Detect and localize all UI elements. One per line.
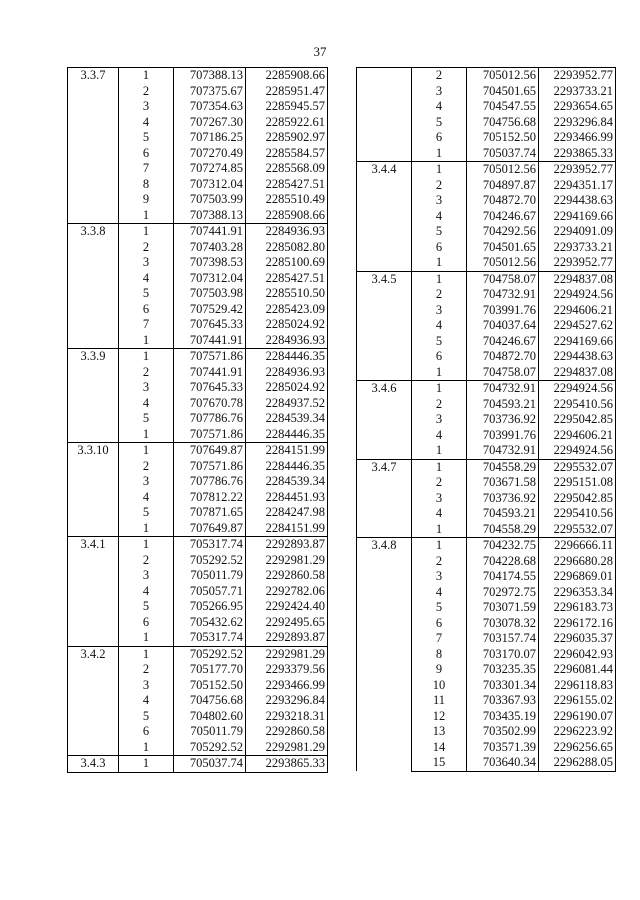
point-number: 2 bbox=[142, 458, 150, 473]
x-coordinate: 703157.74 bbox=[467, 631, 539, 647]
table-row bbox=[357, 68, 616, 84]
x-coordinate: 704802.60 bbox=[174, 709, 246, 725]
x-coordinate: 704558.29 bbox=[467, 459, 539, 475]
y-coordinate: 2284937.52 bbox=[246, 396, 328, 412]
y-coordinate: 2293466.99 bbox=[246, 678, 328, 694]
point-number: 1 bbox=[435, 145, 443, 160]
x-coordinate: 703640.34 bbox=[467, 755, 539, 771]
x-coordinate: 705317.74 bbox=[174, 630, 246, 646]
point-number: 1 bbox=[142, 332, 150, 347]
y-coordinate: 2295532.07 bbox=[539, 522, 616, 538]
page-number: 37 bbox=[313, 44, 327, 59]
y-coordinate: 2294837.08 bbox=[539, 271, 616, 287]
y-coordinate: 2285024.92 bbox=[246, 317, 328, 333]
point-number: 2 bbox=[435, 475, 443, 489]
x-coordinate: 707649.87 bbox=[174, 443, 246, 459]
point-number: 2 bbox=[142, 239, 150, 254]
x-coordinate: 703736.92 bbox=[467, 412, 539, 428]
point-number: 4 bbox=[435, 427, 443, 442]
x-coordinate: 707871.65 bbox=[174, 505, 246, 521]
x-coordinate: 707312.04 bbox=[174, 271, 246, 287]
y-coordinate: 2294527.62 bbox=[539, 318, 616, 334]
point-number: 7 bbox=[435, 631, 443, 645]
x-coordinate: 705037.74 bbox=[174, 756, 246, 773]
point-number: 4 bbox=[142, 270, 150, 285]
x-coordinate: 704758.07 bbox=[467, 365, 539, 381]
y-coordinate: 2285024.92 bbox=[246, 380, 328, 396]
x-coordinate: 703671.58 bbox=[467, 475, 539, 491]
y-coordinate: 2296183.73 bbox=[539, 600, 616, 616]
x-coordinate: 704897.87 bbox=[467, 178, 539, 194]
x-coordinate: 703367.93 bbox=[467, 693, 539, 709]
point-number: 15 bbox=[412, 755, 467, 771]
y-coordinate: 2296353.34 bbox=[539, 585, 616, 601]
x-coordinate: 704732.91 bbox=[467, 287, 539, 303]
point-number: 1 bbox=[119, 349, 174, 365]
point-number: 4 bbox=[435, 99, 443, 113]
section-number: 3.3.9 bbox=[68, 349, 119, 443]
point-number: 1 bbox=[412, 271, 467, 287]
y-coordinate: 2284151.99 bbox=[246, 521, 328, 537]
x-coordinate: 704593.21 bbox=[467, 506, 539, 522]
y-coordinate: 2294924.56 bbox=[539, 443, 616, 459]
point-number: 3 bbox=[435, 302, 443, 317]
point-number: 1 bbox=[435, 443, 443, 457]
x-coordinate: 707670.78 bbox=[174, 396, 246, 412]
x-coordinate: 704872.70 bbox=[467, 349, 539, 365]
point-number: 1 bbox=[142, 207, 150, 222]
y-coordinate: 2293654.65 bbox=[539, 99, 616, 115]
y-coordinate: 2292981.29 bbox=[246, 553, 328, 569]
x-coordinate: 704872.70 bbox=[467, 193, 539, 209]
x-coordinate: 703502.99 bbox=[467, 724, 539, 740]
point-number: 4 bbox=[435, 506, 443, 520]
y-coordinate: 2285423.09 bbox=[246, 302, 328, 318]
point-number: 1 bbox=[142, 630, 150, 644]
table-row bbox=[68, 349, 328, 365]
point-number: 3 bbox=[142, 255, 150, 269]
x-coordinate: 707398.53 bbox=[174, 255, 246, 271]
y-coordinate: 2293296.84 bbox=[539, 115, 616, 131]
x-coordinate: 707441.91 bbox=[174, 224, 246, 240]
point-number: 14 bbox=[432, 739, 446, 754]
point-number: 3 bbox=[142, 99, 150, 113]
y-coordinate: 2285100.69 bbox=[246, 255, 328, 271]
point-number: 10 bbox=[432, 677, 446, 692]
y-coordinate: 2294837.08 bbox=[539, 365, 616, 381]
point-number: 5 bbox=[435, 114, 443, 129]
point-number: 1 bbox=[119, 756, 174, 773]
y-coordinate: 2285908.66 bbox=[246, 68, 328, 84]
y-coordinate: 2293379.56 bbox=[246, 662, 328, 678]
x-coordinate: 707529.42 bbox=[174, 302, 246, 318]
y-coordinate: 2284247.98 bbox=[246, 505, 328, 521]
y-coordinate: 2285510.50 bbox=[246, 286, 328, 302]
y-coordinate: 2295410.56 bbox=[539, 397, 616, 413]
coordinate-table-right bbox=[356, 67, 616, 772]
point-number: 3 bbox=[142, 474, 150, 488]
section-number: 3.4.2 bbox=[68, 646, 119, 756]
point-number: 2 bbox=[142, 83, 150, 98]
y-coordinate: 2296223.92 bbox=[539, 724, 616, 740]
section-number: 3.4.4 bbox=[357, 162, 412, 272]
x-coordinate: 707812.22 bbox=[174, 490, 246, 506]
y-coordinate: 2293952.77 bbox=[539, 255, 616, 271]
table-row bbox=[357, 381, 616, 397]
y-coordinate: 2284936.93 bbox=[246, 333, 328, 349]
point-number: 5 bbox=[142, 411, 150, 425]
x-coordinate: 705292.52 bbox=[174, 553, 246, 569]
point-number: 2 bbox=[142, 662, 150, 676]
x-coordinate: 707388.13 bbox=[174, 208, 246, 224]
point-number: 5 bbox=[435, 333, 443, 348]
y-coordinate: 2294438.63 bbox=[539, 193, 616, 209]
y-coordinate: 2284446.35 bbox=[246, 459, 328, 475]
point-number: 8 bbox=[435, 646, 443, 661]
point-number: 12 bbox=[432, 708, 446, 723]
y-coordinate: 2296666.11 bbox=[539, 538, 616, 554]
x-coordinate: 705292.52 bbox=[174, 740, 246, 756]
y-coordinate: 2284936.93 bbox=[246, 224, 328, 240]
y-coordinate: 2292860.58 bbox=[246, 724, 328, 740]
x-coordinate: 705012.56 bbox=[467, 162, 539, 178]
y-coordinate: 2284151.99 bbox=[246, 443, 328, 459]
table-row bbox=[357, 459, 616, 475]
point-number: 2 bbox=[435, 396, 443, 411]
y-coordinate: 2292782.06 bbox=[246, 584, 328, 600]
y-coordinate: 2293296.84 bbox=[246, 693, 328, 709]
point-number: 3 bbox=[435, 412, 443, 426]
point-number: 5 bbox=[142, 130, 150, 144]
x-coordinate: 704758.07 bbox=[467, 271, 539, 287]
point-number: 9 bbox=[142, 192, 150, 206]
x-coordinate: 703235.35 bbox=[467, 662, 539, 678]
point-number: 2 bbox=[142, 552, 150, 567]
point-number: 5 bbox=[435, 600, 443, 614]
x-coordinate: 705292.52 bbox=[174, 646, 246, 662]
x-coordinate: 704232.75 bbox=[467, 538, 539, 554]
point-number: 6 bbox=[435, 615, 443, 630]
section-number: 3.3.10 bbox=[68, 443, 119, 537]
table-row bbox=[68, 537, 328, 553]
point-number: 5 bbox=[142, 708, 150, 723]
x-coordinate: 704228.68 bbox=[467, 554, 539, 570]
table-row bbox=[68, 224, 328, 240]
point-number: 1 bbox=[119, 68, 174, 84]
x-coordinate: 705152.50 bbox=[174, 678, 246, 694]
point-number: 3 bbox=[142, 568, 150, 582]
point-number: 1 bbox=[119, 537, 174, 553]
y-coordinate: 2294924.56 bbox=[539, 381, 616, 397]
point-number: 2 bbox=[435, 287, 443, 301]
x-coordinate: 707270.49 bbox=[174, 146, 246, 162]
x-coordinate: 703071.59 bbox=[467, 600, 539, 616]
y-coordinate: 2292860.58 bbox=[246, 568, 328, 584]
x-coordinate: 703991.76 bbox=[467, 428, 539, 444]
y-coordinate: 2294169.66 bbox=[539, 334, 616, 350]
x-coordinate: 704501.65 bbox=[467, 84, 539, 100]
point-number: 8 bbox=[142, 176, 150, 191]
point-number: 3 bbox=[142, 380, 150, 394]
point-number: 1 bbox=[142, 739, 150, 754]
y-coordinate: 2294924.56 bbox=[539, 287, 616, 303]
y-coordinate: 2296288.05 bbox=[539, 755, 616, 771]
table-row bbox=[357, 538, 616, 554]
y-coordinate: 2294351.17 bbox=[539, 178, 616, 194]
x-coordinate: 702972.75 bbox=[467, 585, 539, 601]
point-number: 6 bbox=[435, 239, 443, 254]
x-coordinate: 707571.86 bbox=[174, 459, 246, 475]
y-coordinate: 2296869.01 bbox=[539, 569, 616, 585]
x-coordinate: 707441.91 bbox=[174, 365, 246, 381]
y-coordinate: 2294169.66 bbox=[539, 209, 616, 225]
y-coordinate: 2295532.07 bbox=[539, 459, 616, 475]
coordinate-table-left bbox=[67, 67, 328, 773]
x-coordinate: 705057.71 bbox=[174, 584, 246, 600]
x-coordinate: 707786.76 bbox=[174, 474, 246, 490]
point-number: 6 bbox=[142, 145, 150, 160]
section-number: 3.4.5 bbox=[357, 271, 412, 381]
y-coordinate: 2285082.80 bbox=[246, 240, 328, 256]
section-number: 3.4.7 bbox=[357, 459, 412, 538]
x-coordinate: 707503.99 bbox=[174, 192, 246, 208]
y-coordinate: 2285427.51 bbox=[246, 271, 328, 287]
x-coordinate: 707649.87 bbox=[174, 521, 246, 537]
y-coordinate: 2295042.85 bbox=[539, 412, 616, 428]
point-number: 4 bbox=[435, 208, 443, 223]
x-coordinate: 707441.91 bbox=[174, 333, 246, 349]
point-number: 2 bbox=[435, 553, 443, 568]
x-coordinate: 707375.67 bbox=[174, 84, 246, 100]
y-coordinate: 2296155.02 bbox=[539, 693, 616, 709]
section-number: 3.3.8 bbox=[68, 224, 119, 349]
y-coordinate: 2293952.77 bbox=[539, 68, 616, 84]
point-number: 5 bbox=[142, 505, 150, 519]
point-number: 6 bbox=[142, 301, 150, 316]
x-coordinate: 704246.67 bbox=[467, 209, 539, 225]
y-coordinate: 2292495.65 bbox=[246, 615, 328, 631]
x-coordinate: 704501.65 bbox=[467, 240, 539, 256]
point-number: 4 bbox=[142, 583, 150, 598]
y-coordinate: 2285908.66 bbox=[246, 208, 328, 224]
section-number: 3.4.3 bbox=[68, 756, 119, 773]
x-coordinate: 707645.33 bbox=[174, 317, 246, 333]
point-number: 3 bbox=[435, 193, 443, 207]
y-coordinate: 2296035.37 bbox=[539, 631, 616, 647]
point-number: 1 bbox=[412, 538, 467, 554]
x-coordinate: 707354.63 bbox=[174, 99, 246, 115]
section-number bbox=[357, 68, 412, 162]
point-number: 5 bbox=[435, 224, 443, 238]
table-row bbox=[357, 162, 616, 178]
y-coordinate: 2296081.44 bbox=[539, 662, 616, 678]
point-number: 1 bbox=[119, 443, 174, 459]
table-row bbox=[357, 271, 616, 287]
x-coordinate: 703571.39 bbox=[467, 740, 539, 756]
section-number: 3.4.6 bbox=[357, 381, 412, 460]
x-coordinate: 705432.62 bbox=[174, 615, 246, 631]
point-number: 3 bbox=[142, 677, 150, 692]
x-coordinate: 703301.34 bbox=[467, 678, 539, 694]
point-number: 1 bbox=[435, 364, 443, 379]
y-coordinate: 2285584.57 bbox=[246, 146, 328, 162]
y-coordinate: 2295151.08 bbox=[539, 475, 616, 491]
point-number: 3 bbox=[435, 83, 443, 98]
x-coordinate: 705012.56 bbox=[467, 68, 539, 84]
x-coordinate: 705317.74 bbox=[174, 537, 246, 553]
point-number: 6 bbox=[142, 614, 150, 629]
y-coordinate: 2285427.51 bbox=[246, 177, 328, 193]
y-coordinate: 2293733.21 bbox=[539, 84, 616, 100]
x-coordinate: 704732.91 bbox=[467, 381, 539, 397]
y-coordinate: 2292981.29 bbox=[246, 740, 328, 756]
x-coordinate: 704037.64 bbox=[467, 318, 539, 334]
point-number: 6 bbox=[435, 130, 443, 144]
x-coordinate: 705266.95 bbox=[174, 599, 246, 615]
point-number: 1 bbox=[142, 520, 150, 535]
table-row bbox=[68, 443, 328, 459]
point-number: 1 bbox=[142, 426, 150, 441]
point-number: 1 bbox=[119, 224, 174, 240]
y-coordinate: 2284936.93 bbox=[246, 365, 328, 381]
x-coordinate: 707403.28 bbox=[174, 240, 246, 256]
point-number: 4 bbox=[142, 395, 150, 410]
x-coordinate: 704756.68 bbox=[174, 693, 246, 709]
y-coordinate: 2293733.21 bbox=[539, 240, 616, 256]
x-coordinate: 707645.33 bbox=[174, 380, 246, 396]
x-coordinate: 703078.32 bbox=[467, 616, 539, 632]
x-coordinate: 703991.76 bbox=[467, 303, 539, 319]
point-number: 1 bbox=[412, 381, 467, 397]
section-number: 3.4.1 bbox=[68, 537, 119, 647]
x-coordinate: 703736.92 bbox=[467, 491, 539, 507]
section-number: 3.4.8 bbox=[357, 538, 412, 772]
x-coordinate: 707503.98 bbox=[174, 286, 246, 302]
x-coordinate: 707312.04 bbox=[174, 177, 246, 193]
y-coordinate: 2293218.31 bbox=[246, 709, 328, 725]
point-number: 3 bbox=[435, 569, 443, 583]
x-coordinate: 704547.55 bbox=[467, 99, 539, 115]
y-coordinate: 2293466.99 bbox=[539, 130, 616, 146]
point-number: 7 bbox=[142, 161, 150, 175]
y-coordinate: 2285510.49 bbox=[246, 192, 328, 208]
x-coordinate: 705037.74 bbox=[467, 146, 539, 162]
y-coordinate: 2295410.56 bbox=[539, 506, 616, 522]
y-coordinate: 2292893.87 bbox=[246, 537, 328, 553]
x-coordinate: 707267.30 bbox=[174, 115, 246, 131]
y-coordinate: 2292893.87 bbox=[246, 630, 328, 646]
y-coordinate: 2284539.34 bbox=[246, 474, 328, 490]
y-coordinate: 2294438.63 bbox=[539, 349, 616, 365]
x-coordinate: 704593.21 bbox=[467, 397, 539, 413]
y-coordinate: 2295042.85 bbox=[539, 491, 616, 507]
point-number: 6 bbox=[435, 349, 443, 363]
y-coordinate: 2294091.09 bbox=[539, 224, 616, 240]
point-number: 4 bbox=[142, 693, 150, 707]
y-coordinate: 2284446.35 bbox=[246, 349, 328, 365]
x-coordinate: 703170.07 bbox=[467, 647, 539, 663]
y-coordinate: 2285951.47 bbox=[246, 84, 328, 100]
y-coordinate: 2296256.65 bbox=[539, 740, 616, 756]
x-coordinate: 704732.91 bbox=[467, 443, 539, 459]
x-coordinate: 705177.70 bbox=[174, 662, 246, 678]
point-number: 9 bbox=[435, 662, 443, 676]
point-number: 2 bbox=[142, 364, 150, 379]
x-coordinate: 707571.86 bbox=[174, 427, 246, 443]
y-coordinate: 2284539.34 bbox=[246, 411, 328, 427]
x-coordinate: 705152.50 bbox=[467, 130, 539, 146]
point-number: 2 bbox=[435, 177, 443, 192]
point-number: 1 bbox=[412, 459, 467, 475]
x-coordinate: 703435.19 bbox=[467, 709, 539, 725]
y-coordinate: 2285902.97 bbox=[246, 130, 328, 146]
point-number: 5 bbox=[142, 286, 150, 300]
y-coordinate: 2296042.93 bbox=[539, 647, 616, 663]
table-row bbox=[68, 68, 328, 84]
y-coordinate: 2296118.83 bbox=[539, 678, 616, 694]
point-number: 7 bbox=[142, 317, 150, 331]
y-coordinate: 2285568.09 bbox=[246, 161, 328, 177]
x-coordinate: 707388.13 bbox=[174, 68, 246, 84]
y-coordinate: 2285922.61 bbox=[246, 115, 328, 131]
y-coordinate: 2284446.35 bbox=[246, 427, 328, 443]
point-number: 1 bbox=[435, 521, 443, 536]
y-coordinate: 2284451.93 bbox=[246, 490, 328, 506]
point-number: 1 bbox=[435, 255, 443, 269]
x-coordinate: 704246.67 bbox=[467, 334, 539, 350]
x-coordinate: 707186.25 bbox=[174, 130, 246, 146]
point-number: 5 bbox=[142, 599, 150, 613]
point-number: 13 bbox=[432, 724, 446, 738]
y-coordinate: 2296172.16 bbox=[539, 616, 616, 632]
y-coordinate: 2292424.40 bbox=[246, 599, 328, 615]
point-number: 11 bbox=[432, 693, 446, 707]
y-coordinate: 2285945.57 bbox=[246, 99, 328, 115]
x-coordinate: 704756.68 bbox=[467, 115, 539, 131]
table-row bbox=[68, 646, 328, 662]
point-number: 4 bbox=[142, 114, 150, 129]
point-number: 2 bbox=[412, 68, 467, 84]
point-number: 3 bbox=[435, 490, 443, 505]
x-coordinate: 707274.85 bbox=[174, 161, 246, 177]
point-number: 6 bbox=[142, 724, 150, 738]
point-number: 1 bbox=[119, 646, 174, 662]
table-row bbox=[68, 756, 328, 773]
y-coordinate: 2293952.77 bbox=[539, 162, 616, 178]
y-coordinate: 2296190.07 bbox=[539, 709, 616, 725]
y-coordinate: 2293865.33 bbox=[539, 146, 616, 162]
point-number: 4 bbox=[435, 584, 443, 599]
x-coordinate: 705011.79 bbox=[174, 724, 246, 740]
point-number: 4 bbox=[142, 489, 150, 504]
x-coordinate: 707571.86 bbox=[174, 349, 246, 365]
x-coordinate: 704292.56 bbox=[467, 224, 539, 240]
point-number: 4 bbox=[435, 318, 443, 332]
x-coordinate: 705012.56 bbox=[467, 255, 539, 271]
y-coordinate: 2294606.21 bbox=[539, 303, 616, 319]
y-coordinate: 2292981.29 bbox=[246, 646, 328, 662]
y-coordinate: 2296680.28 bbox=[539, 554, 616, 570]
x-coordinate: 705011.79 bbox=[174, 568, 246, 584]
x-coordinate: 704558.29 bbox=[467, 522, 539, 538]
x-coordinate: 707786.76 bbox=[174, 411, 246, 427]
section-number: 3.3.7 bbox=[68, 68, 119, 224]
x-coordinate: 704174.55 bbox=[467, 569, 539, 585]
y-coordinate: 2294606.21 bbox=[539, 428, 616, 444]
point-number: 1 bbox=[412, 162, 467, 178]
y-coordinate: 2293865.33 bbox=[246, 756, 328, 773]
